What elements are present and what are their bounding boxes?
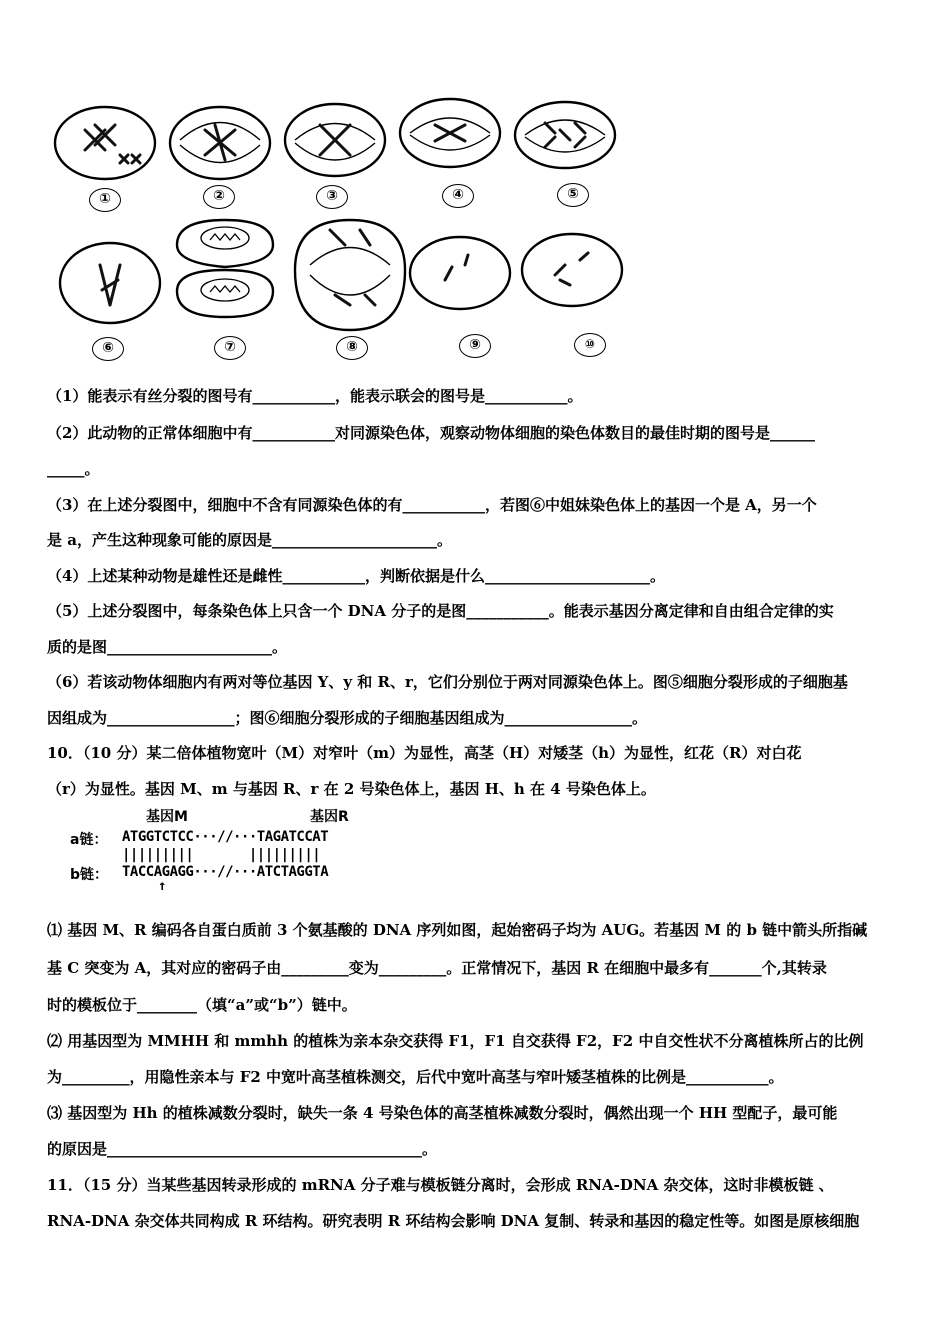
- b-chain-label: b链：: [70, 867, 109, 883]
- base-pair-bars: ||||||||| |||||||||: [122, 847, 321, 863]
- q9-line-4: （3）在上述分裂图中，细胞中不含有同源染色体的有___________，若图⑥中姐妹染色体上的基因一个是 A，另一个: [47, 496, 817, 514]
- q10-sub-line-5: 为_________，用隐性亲本与 F2 中宽叶高茎植株测交，后代中宽叶高茎与窄叶矮茎植株的比例是___________。: [47, 1068, 784, 1086]
- gene-m-label: 基因M: [146, 809, 188, 825]
- a-chain-label: a链：: [70, 832, 108, 848]
- q10-sub-line-1: ⑴ 基因 M、R 编码各自蛋白质前 3 个氨基酸的 DNA 序列如图，起始密码子均为 AUG。若基因 M 的 b 链中箭头所指碱: [47, 921, 868, 939]
- b-chain-sequence: TACCAGAGG···//···ATCTAGGTA: [122, 864, 329, 880]
- cell-10: [522, 234, 622, 306]
- dna-sequence-figure: [70, 806, 410, 894]
- cell-8: [295, 220, 405, 330]
- figure-label-2: ②: [203, 185, 235, 209]
- a-chain-sequence: ATGGTCTCC···//···TAGATCCAT: [122, 829, 329, 845]
- q10-sub-line-4: ⑵ 用基因型为 MMHH 和 mmhh 的植株为亲本杂交获得 F1，F1 自交获得 F2，F2 中自交性状不分离植株所占的比例: [47, 1032, 864, 1050]
- cell-1: [55, 107, 155, 179]
- q10-sub-line-2: 基 C 突变为 A，其对应的密码子由_________变为_________。正常情况下，基因 R 在细胞中最多有_______个,其转录: [47, 959, 827, 977]
- q9-line-3: _____。: [47, 460, 100, 478]
- q9-line-10: 因组成为_________________；图⑥细胞分裂形成的子细胞基因组成为_________________。: [47, 709, 648, 727]
- gene-r-label: 基因R: [310, 809, 349, 825]
- figure-label-9: ⑨: [459, 334, 491, 358]
- q10-sub-line-3: 时的模板位于________（填“a”或“b”）链中。: [47, 996, 357, 1014]
- q11-line-2: RNA-DNA 杂交体共同构成 R 环结构。研究表明 R 环结构会影响 DNA 复制、转录和基因的稳定性等。如图是原核细胞: [47, 1212, 860, 1230]
- figure-label-5: ⑤: [557, 183, 589, 207]
- figure-label-10: ⑩: [574, 333, 606, 357]
- q9-line-2: （2）此动物的正常体细胞中有___________对同源染色体，观察动物体细胞的染色体数目的最佳时期的图号是______: [47, 424, 815, 442]
- cell-division-figure: [40, 95, 660, 375]
- figure-label-1: ①: [89, 188, 121, 212]
- cell-7b: [177, 270, 273, 317]
- q9-line-5: 是 a，产生这种现象可能的原因是______________________。: [47, 531, 452, 549]
- cell-9: [410, 237, 510, 309]
- figure-label-7: ⑦: [214, 336, 246, 360]
- figure-label-4: ④: [442, 184, 474, 208]
- q9-line-7: （5）上述分裂图中，每条染色体上只含一个 DNA 分子的是图___________。能表示基因分离定律和自由组合定律的实: [47, 602, 834, 620]
- figure-label-6: ⑥: [92, 337, 124, 361]
- q10-line-2: （r）为显性。基因 M、m 与基因 R、r 在 2 号染色体上，基因 H、h 在 4 号染色体上。: [47, 780, 656, 798]
- q9-line-6: （4）上述某种动物是雄性还是雌性___________，判断依据是什么______________________。: [47, 567, 665, 585]
- q9-line-8: 质的是图______________________。: [47, 638, 288, 656]
- figure-label-3: ③: [316, 185, 348, 209]
- mutation-arrow: ↑: [158, 878, 167, 894]
- q10-line-1: 10．（10 分）某二倍体植物宽叶（M）对窄叶（m）为显性，高茎（H）对矮茎（h）为显性，红花（R）对白花: [47, 744, 802, 762]
- q10-sub-line-7: 的原因是__________________________________________。: [47, 1140, 438, 1158]
- q9-line-1: （1）能表示有丝分裂的图号有___________，能表示联会的图号是___________。: [47, 387, 583, 405]
- q11-line-1: 11．（15 分）当某些基因转录形成的 mRNA 分子难与模板链分离时，会形成 RNA-DNA 杂交体，这时非模板链 、: [47, 1176, 834, 1194]
- q9-line-9: （6）若该动物体细胞内有两对等位基因 Y、y 和 R、r，它们分别位于两对同源染色体上。图⑤细胞分裂形成的子细胞基: [47, 673, 848, 691]
- figure-label-8: ⑧: [336, 336, 368, 360]
- q10-sub-line-6: ⑶ 基因型为 Hh 的植株减数分裂时，缺失一条 4 号染色体的高茎植株减数分裂时，偶然出现一个 HH 型配子，最可能: [47, 1104, 838, 1122]
- cell-6: [60, 243, 160, 323]
